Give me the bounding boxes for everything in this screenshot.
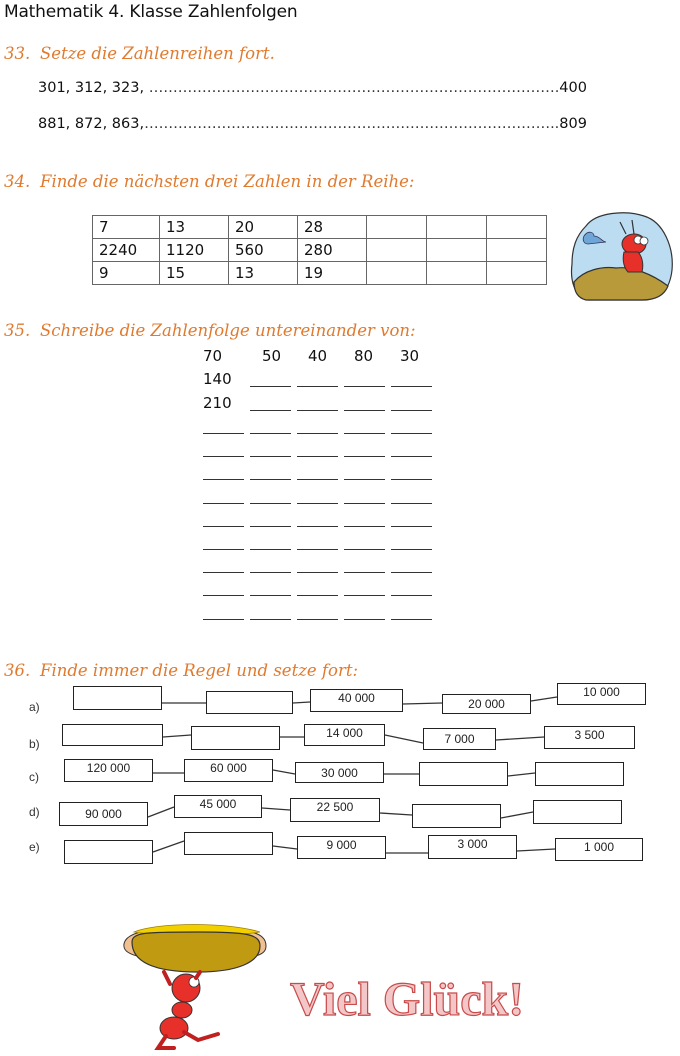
sequence-box: 22 500 (290, 798, 380, 822)
row-label-d: d) (29, 805, 40, 819)
task-33-number: 33. (4, 44, 31, 63)
task-34-instruction: Finde die nächsten drei Zahlen in der Reihe: (40, 172, 415, 191)
start-value-40: 40 (308, 347, 328, 365)
sequence-box: 120 000 (64, 759, 153, 782)
task-36-instruction: Finde immer die Regel und setze fort: (40, 661, 359, 680)
table-cell: 20 (229, 216, 298, 239)
sequence-box[interactable] (62, 724, 163, 746)
sequence-box: 90 000 (59, 802, 148, 826)
sequence-box[interactable] (412, 804, 501, 828)
column-value-210: 210 (203, 394, 232, 412)
sequence-box: 3 000 (428, 835, 517, 859)
sequence-box[interactable] (73, 686, 162, 710)
task-35-number: 35. (4, 321, 31, 340)
sequence-box: 45 000 (174, 795, 262, 818)
sequence-box: 14 000 (304, 724, 385, 746)
sequence-end: 400 (559, 80, 587, 96)
sequence-box: 10 000 (557, 683, 646, 705)
table-cell: 13 (229, 262, 298, 285)
sequence-box[interactable] (533, 800, 622, 824)
sequence-box: 3 500 (544, 726, 635, 749)
table-cell: 1120 (160, 239, 229, 262)
task-36-number: 36. (4, 661, 31, 680)
table-cell: 13 (160, 216, 229, 239)
sequence-box: 20 000 (442, 694, 531, 714)
table-cell: 2240 (93, 239, 160, 262)
start-value-70: 70 (203, 347, 223, 365)
sequence-box: 1 000 (555, 838, 643, 861)
sequence-box: 30 000 (295, 762, 384, 783)
answer-dots[interactable]: ………………………………………………………………………….. (144, 116, 560, 132)
sequence-box: 7 000 (423, 728, 496, 750)
table-cell: 19 (298, 262, 367, 285)
table-cell: 7 (93, 216, 160, 239)
sequence-box: 40 000 (310, 689, 403, 712)
table-cell: 280 (298, 239, 367, 262)
sequence-box[interactable] (64, 840, 153, 864)
table-cell: 28 (298, 216, 367, 239)
sequence-end: 809 (559, 116, 587, 132)
sequence-start: 881, 872, 863, (38, 116, 145, 132)
row-label-c: c) (29, 770, 39, 784)
table-cell: 15 (160, 262, 229, 285)
answer-dots[interactable]: …………………………………………………………………………. (148, 80, 560, 96)
ant-carrying-hotdog-icon (118, 922, 278, 1052)
start-value-30: 30 (400, 347, 420, 365)
task-35-instruction: Schreibe die Zahlenfolge untereinander von: (40, 321, 416, 340)
sequence-start: 301, 312, 323, (38, 80, 149, 96)
start-value-50: 50 (262, 347, 282, 365)
table-cell: 9 (93, 262, 160, 285)
sequence-box[interactable] (191, 726, 280, 750)
sequence-box[interactable] (535, 762, 624, 786)
sequence-box: 9 000 (297, 836, 386, 859)
page-title: Mathematik 4. Klasse Zahlenfolgen (4, 2, 298, 22)
sequence-box[interactable] (419, 762, 508, 786)
row-label-b: b) (29, 737, 40, 751)
sequence-box[interactable] (184, 832, 273, 855)
row-label-a: a) (29, 700, 40, 714)
task-34-number: 34. (4, 172, 31, 191)
good-luck-text: Viel Glück! (290, 973, 525, 1026)
task-33-instruction: Setze die Zahlenreihen fort. (40, 44, 275, 63)
column-value-140: 140 (203, 370, 232, 388)
row-label-e: e) (29, 840, 40, 854)
table-cell: 560 (229, 239, 298, 262)
start-value-80: 80 (354, 347, 374, 365)
sequence-box[interactable] (206, 691, 293, 714)
sequence-box: 60 000 (184, 759, 273, 782)
